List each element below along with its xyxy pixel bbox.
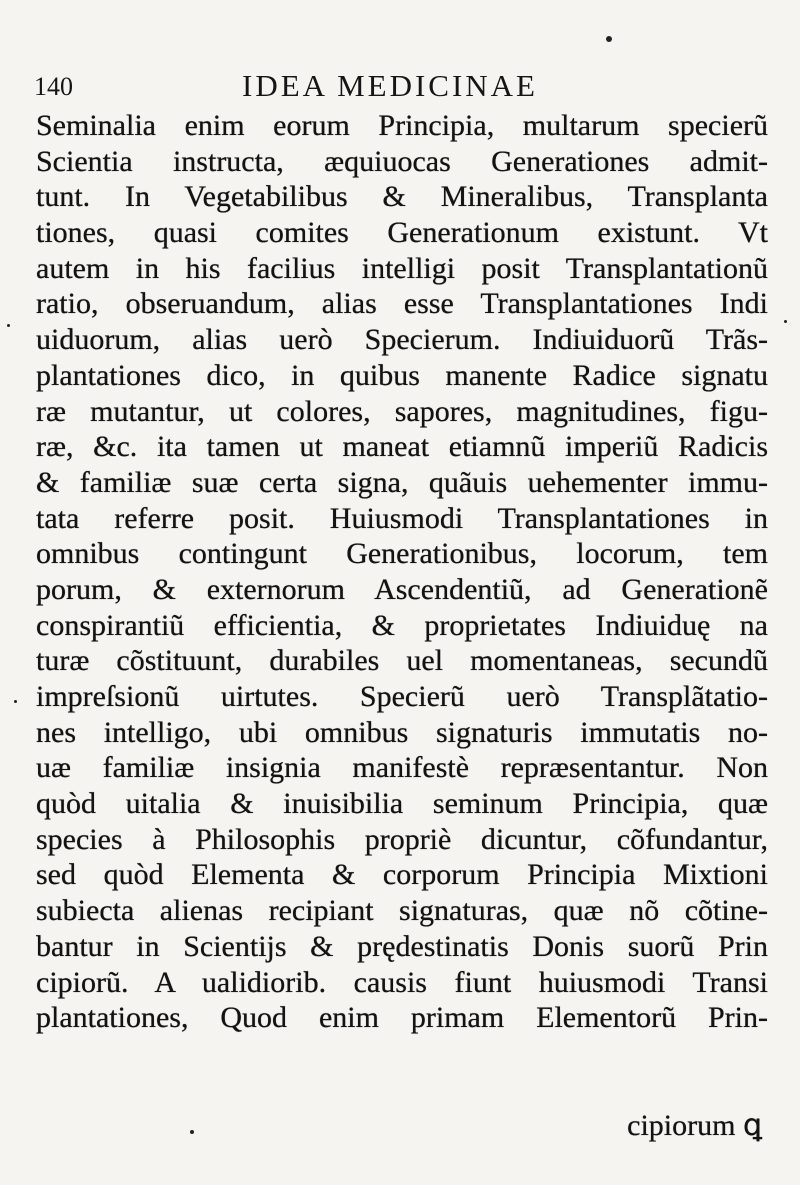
text-line: plantationes, Quod enim primam Elementorũ Prin- bbox=[36, 1001, 768, 1035]
catchword: cipiorum ꝗ bbox=[627, 1109, 762, 1142]
text-line: nes intelligo, ubi omnibus signaturis immutatis no- bbox=[36, 715, 768, 749]
text-line: Seminalia enim eorum Principia, multarum specierũ bbox=[36, 109, 768, 142]
text-line: sed quòd Elementa & corporum Principia Mixtioni bbox=[36, 858, 768, 892]
text-line: plantationes dico, in quibus manente Radice signatu bbox=[36, 358, 768, 392]
text-line: cipiorũ. A ualidiorib. causis fiunt huiusmodi Transi bbox=[36, 965, 768, 999]
text-line: omnibus contingunt Generationibus, locorum, tem bbox=[36, 537, 768, 571]
text-line: ratio, obseruandum, alias esse Transplantationes Indi bbox=[36, 287, 768, 321]
text-line: ræ, &c. ita tamen ut maneat etiamnũ imperiũ Radicis bbox=[36, 430, 768, 464]
text-line: tata referre posit. Huiusmodi Transplantationes in bbox=[36, 501, 768, 535]
page-number: 140 bbox=[34, 72, 73, 101]
text-line: ræ mutantur, ut colores, sapores, magnitudines, figu- bbox=[36, 394, 768, 428]
ink-speck bbox=[190, 1130, 194, 1134]
ink-speck bbox=[14, 700, 17, 703]
text-line: turæ cõstituunt, durabiles uel momentaneas, secundũ bbox=[36, 644, 768, 678]
text-body bbox=[36, 108, 768, 1036]
text-line: conspirantiũ efficientia, & proprietates Indiuiduę na bbox=[36, 608, 768, 642]
ink-speck bbox=[784, 320, 787, 323]
text-line: quòd uitalia & inuisibilia seminum Principia, quæ bbox=[36, 787, 768, 821]
text-line: uiduorum, alias uerò Specierum. Indiuiduorũ Trãs- bbox=[36, 323, 768, 357]
text-line: & familiæ suæ certa signa, quãuis uehementer immu- bbox=[36, 465, 768, 499]
text-line: species à Philosophis propriè dicuntur, cõfundantur, bbox=[36, 822, 768, 856]
page-header bbox=[34, 68, 774, 108]
ink-speck bbox=[7, 324, 10, 327]
text-line: subiecta alienas recipiant signaturas, quæ nõ cõtine- bbox=[36, 894, 768, 928]
text-line: bantur in Scientijs & prędestinatis Donis suorũ Prin bbox=[36, 929, 768, 963]
text-line: impreſsionũ uirtutes. Specierũ uerò Transplãtatio- bbox=[36, 680, 768, 713]
text-line: tunt. In Vegetabilibus & Mineralibus, Transplanta bbox=[36, 180, 768, 214]
text-line: tiones, quasi comites Generationum existunt. Vt bbox=[36, 216, 768, 250]
text-line: autem in his facilius intelligi posit Transplantationũ bbox=[36, 251, 768, 285]
running-head: IDEA MEDICINAE bbox=[242, 68, 538, 103]
text-line: Scientia instructa, æquiuocas Generationes admit- bbox=[36, 144, 768, 178]
text-line: uæ familiæ insignia manifestè repræsentantur. Non bbox=[36, 751, 768, 785]
ink-speck bbox=[606, 36, 612, 42]
text-line: porum, & externorum Ascendentiũ, ad Generationẽ bbox=[36, 572, 768, 606]
